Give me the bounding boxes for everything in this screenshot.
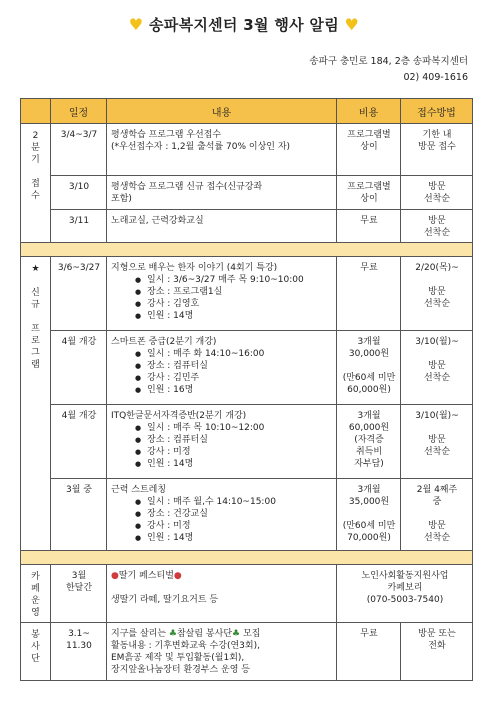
- content-cell: 근력 스트레칭 ● 일시 : 매주 월,수 14:10~15:00 ● 장소 : 건강교실 ● 강사 : 미정 ● 인원 : 14명: [107, 479, 337, 551]
- method-cell: 2월 4째주 중 방문 선착순: [401, 479, 473, 551]
- category-new-program: ★ 신 규 프 로 그 램: [21, 257, 51, 551]
- method-cell: 3/10(월)~ 방문 선착순: [401, 331, 473, 405]
- info-cell: 노인사회활동지원사업 카페보리 (070-5003-7540): [337, 565, 473, 623]
- category-q2-registration: 2 분 기 접 수: [21, 124, 51, 243]
- method-cell: 방문 또는 전화: [401, 623, 473, 681]
- title-text-right: 행사 알림: [274, 16, 340, 34]
- date-cell: 3/10: [51, 176, 107, 210]
- content-cell: 노래교실, 근력강화교실: [107, 210, 337, 243]
- tree-icon: ♣: [232, 629, 241, 639]
- title-text-left: 송파복지센터: [148, 16, 238, 34]
- cost-cell: 3개월 30,000원 (만60세 미만 60,000원): [337, 331, 401, 405]
- date-cell: 3.1~ 11.30: [51, 623, 107, 681]
- content-cell: 지구를 살리는 ♣참살림 봉사단♣ 모집 활동내용 : 기후변화교육 수강(연3회), EM흙공 제작 및 투입활동(월1회), 장지앞올나눔장터 환경부스 운영 등: [107, 623, 337, 681]
- table-row: [21, 623, 473, 681]
- table-row: [21, 257, 473, 331]
- separator-row: [21, 551, 473, 565]
- date-cell: 4월 개강: [51, 331, 107, 405]
- cost-cell: 프로그램별 상이: [337, 176, 401, 210]
- title-text-month: 3월: [243, 16, 269, 34]
- table-header-row: [21, 99, 473, 124]
- content-cell: 지형으로 배우는 한자 이야기 (4회기 특강) ● 일시 : 3/6~3/27 매주 목 9:10~10:00 ● 장소 : 프로그램1실 ● 강사 : 김영호 ● 인원 : 14명: [107, 257, 337, 331]
- table-row: [21, 479, 473, 551]
- date-cell: 3월 한달간: [51, 565, 107, 623]
- cost-cell: 무료: [337, 623, 401, 681]
- header-blank: [21, 99, 51, 124]
- header-content: 내용: [107, 99, 337, 124]
- table-row: [21, 176, 473, 210]
- content-cell: ●딸기 페스티벌● 생딸기 라떼, 딸기요거트 등: [107, 565, 337, 623]
- content-cell: 평생학습 프로그램 신규 접수(신규강좌 포함): [107, 176, 337, 210]
- date-cell: 4월 개강: [51, 405, 107, 479]
- cost-cell: 무료: [337, 257, 401, 331]
- table-row: [21, 405, 473, 479]
- cost-cell: 무료: [337, 210, 401, 243]
- cost-cell: 3개월 60,000원 (자격증 취득비 자부담): [337, 405, 401, 479]
- content-cell: 평생학습 프로그램 우선접수 (*우선접수자 : 1,2월 출석률 70% 이상인 자): [107, 124, 337, 176]
- cost-cell: 3개월 35,000원 (만60세 미만 70,000원): [337, 479, 401, 551]
- date-cell: 3월 중: [51, 479, 107, 551]
- yellow-heart-icon: ♥: [344, 15, 360, 34]
- content-cell: 스마트폰 중급(2분기 개강) ● 일시 : 매주 화 14:10~16:00 ● 장소 : 컴퓨터실 ● 강사 : 김민주 ● 인원 : 16명: [107, 331, 337, 405]
- event-table: [20, 98, 473, 681]
- address-line: 송파구 충민로 184, 2층 송파복지센터: [309, 56, 468, 67]
- header-date: 일정: [51, 99, 107, 124]
- category-volunteer: 봉 사 단: [21, 623, 51, 681]
- header-cost: 비용: [337, 99, 401, 124]
- content-cell: ITQ한글문서자격증반(2분기 개강) ● 일시 : 매주 목 10:10~12:00 ● 장소 : 컴퓨터실 ● 강사 : 미정 ● 인원 : 14명: [107, 405, 337, 479]
- cost-cell: 프로그램별 상이: [337, 124, 401, 176]
- category-cafe: 카 페 운 영: [21, 565, 51, 623]
- phone-line: 02) 409-1616: [403, 72, 468, 83]
- strawberry-icon: ●: [173, 571, 182, 581]
- table-row: [21, 124, 473, 176]
- method-cell: 기한 내 방문 접수: [401, 124, 473, 176]
- separator-row: [21, 243, 473, 257]
- yellow-heart-icon: ♥: [128, 15, 144, 34]
- page-title: [0, 14, 488, 35]
- strawberry-icon: ●: [111, 571, 119, 581]
- method-cell: 3/10(월)~ 방문 선착순: [401, 405, 473, 479]
- tree-icon: ♣: [168, 629, 177, 639]
- date-cell: 3/6~3/27: [51, 257, 107, 331]
- center-address: [309, 54, 468, 86]
- date-cell: 3/11: [51, 210, 107, 243]
- date-cell: 3/4~3/7: [51, 124, 107, 176]
- method-cell: 2/20(목)~ 방문 선착순: [401, 257, 473, 331]
- table-row: [21, 331, 473, 405]
- method-cell: 방문 선착순: [401, 210, 473, 243]
- table-row: [21, 210, 473, 243]
- table-row: [21, 565, 473, 623]
- header-method: 접수방법: [401, 99, 473, 124]
- method-cell: 방문 선착순: [401, 176, 473, 210]
